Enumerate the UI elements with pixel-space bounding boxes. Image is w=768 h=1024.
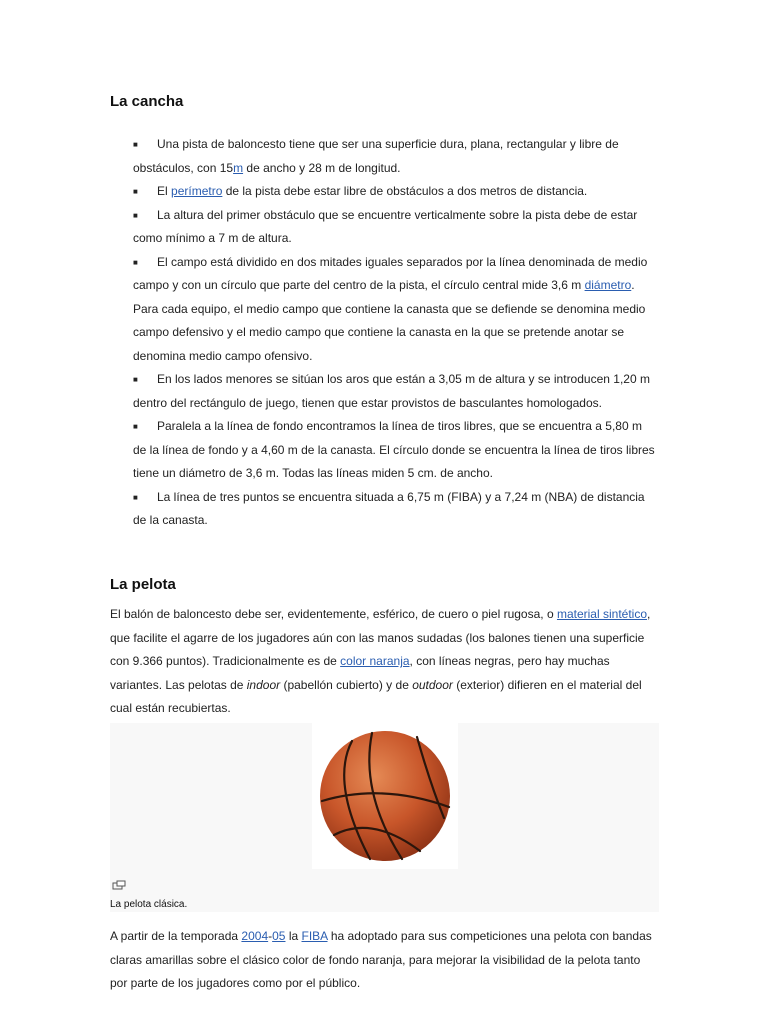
link-2004[interactable]: 2004 [241,929,269,943]
section-heading-pelota: La pelota [110,576,176,593]
link-perimetro[interactable]: perímetro [171,184,223,198]
section-heading-cancha: La cancha [110,93,184,110]
list-item: ■ La línea de tres puntos se encuentra situada a 6,75 m (FIBA) y a 7,24 m (NBA) de distancia de la canasta. [133,486,657,533]
bullet-icon: ■ [133,187,138,196]
ball-figure [110,723,659,912]
link-color-naranja[interactable]: color naranja [340,654,410,668]
list-item: ■ Paralela a la línea de fondo encontramos la línea de tiros libres, que se encuentra a 5,80 m de la línea de fondo y a 4,60 m de la canasta. El círculo donde se encuentra la línea de tiros libres tiene un diámetro de 3,6 m. Todas las líneas miden 5 cm. de ancho. [133,415,657,486]
list-item: ■ El perímetro de la pista debe estar libre de obstáculos a dos metros de distancia. [133,180,657,204]
link-fiba[interactable]: FIBA [301,929,328,943]
list-item: ■ En los lados menores se sitúan los aros que están a 3,05 m de altura y se introducen 1,20 m dentro del rectángulo de juego, tienen que estar provistos de basculantes homologados. [133,368,657,415]
figure-caption: La pelota clásica. [110,899,188,910]
bullet-icon: ■ [133,210,138,220]
bullet-icon: ■ [133,140,138,149]
bullet-icon: ■ [133,492,138,502]
bullet-icon: ■ [133,422,138,431]
link-05[interactable]: 05 [272,929,286,943]
link-diametro[interactable]: diámetro [584,278,632,292]
enlarge-icon[interactable] [112,880,126,892]
list-item: ■ La altura del primer obstáculo que se encuentre verticalmente sobre la pista debe de estar como mínimo a 7 m de altura. [133,204,657,251]
list-item: ■ El campo está dividido en dos mitades iguales separados por la línea denominada de medio campo y con un círculo que parte del centro de la pista, el círculo central mide 3,6 m diámetro. Para cada equipo, el medio campo que contiene la canasta que se defiende se denomina medio campo defensivo y el medio campo que contiene la canasta en la que se pretende anotar se denomina medio campo ofensivo. [133,251,657,369]
bullet-icon: ■ [133,375,138,384]
basketball-icon [312,723,458,869]
bullet-icon: ■ [133,257,138,267]
link-metro[interactable]: m [233,160,244,175]
cancha-bullet-list [133,133,657,533]
pelota-paragraph: El balón de baloncesto debe ser, evidentemente, esférico, de cuero o piel rugosa, o material sintético, que facilite el agarre de los jugadores aún con las manos sudadas (los balones tienen una superficie con 9.366 puntos). Tradicionalmente es de color naranja, con líneas negras, pero hay muchas variantes. Las pelotas de indoor (pabellón cubierto) y de outdoor (exterior) difieren en el material del cual están recubiertas. [110,607,651,715]
list-item: ■ Una pista de baloncesto tiene que ser una superficie dura, plana, rectangular y libre de obstáculos, con 15m de ancho y 28 m de longitud. [133,133,657,180]
basketball-image[interactable] [312,723,458,869]
link-material-sintetico[interactable]: material sintético [556,607,648,621]
temporada-paragraph: A partir de la temporada 2004-05 la FIBA ha adoptado para sus competiciones una pelota con bandas claras amarillas sobre el clásico color de fondo naranja, para mejorar la visibilidad de la pelota tanto por parte de los jugadores como por el público. [110,929,652,990]
